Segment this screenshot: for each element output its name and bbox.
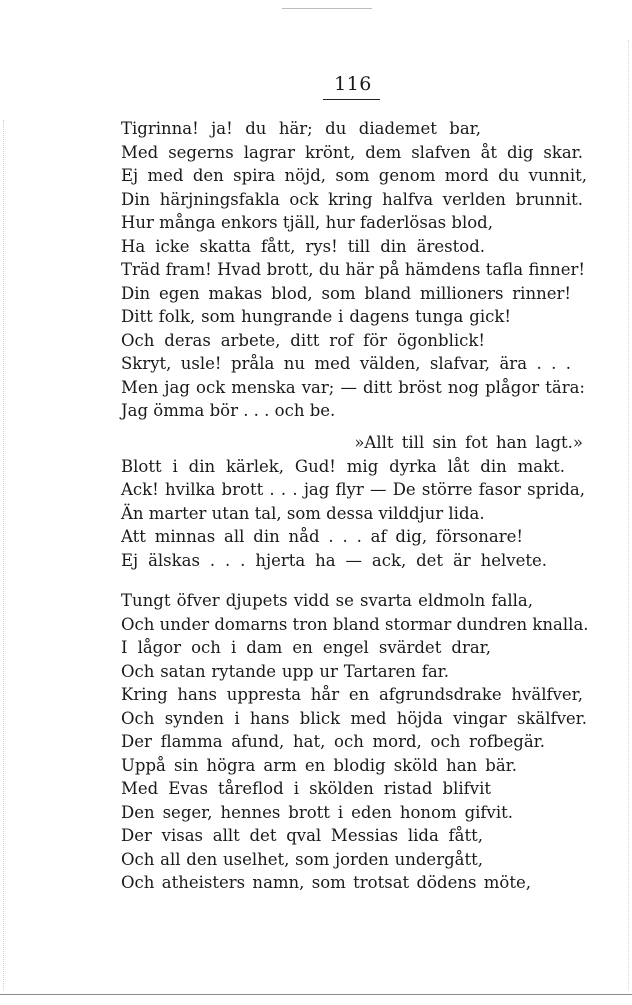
top-edge-rule xyxy=(282,8,372,9)
verse-line: Din härjningsfakla ock kring halfva verlden brunnit. xyxy=(121,189,583,209)
verse-line: Hur många enkors tjäll, hur faderlösas blod, xyxy=(121,213,493,232)
verse-line: Der flamma afund, hat, och mord, och rofbegär. xyxy=(121,732,545,751)
verse-line: Kring hans uppresta hår en afgrundsdrake hvälfver, xyxy=(121,685,583,704)
verse-line: Den seger, hennes brott i eden honom gifvit. xyxy=(121,802,513,822)
verse-line: Att minnas all din nåd . . . af dig, försonare! xyxy=(121,527,523,546)
verse-line: Uppå sin högra arm en blodig sköld han bär. xyxy=(121,755,517,775)
verse-line: Och under domarns tron bland stormar dundren knalla. xyxy=(121,614,589,634)
page-right-edge xyxy=(628,40,629,990)
verse-line: Din egen makas blod, som bland millioners rinner! xyxy=(121,283,571,303)
verse-line: Ej med den spira nöjd, som genom mord du vunnit, xyxy=(121,166,587,185)
verse-line: Jag ömma bör . . . och be. xyxy=(121,401,336,420)
verse-line: Med segerns lagrar krönt, dem slafven åt dig skar. xyxy=(121,142,583,162)
verse-line: Och satan rytande upp ur Tartaren far. xyxy=(121,661,449,681)
verse-line: Tigrinna! ja! du här; du diademet bar, xyxy=(121,119,481,138)
verse-line: Och synden i hans blick med höjda vingar skälfver. xyxy=(121,708,587,728)
verse-line: Ej älskas . . . hjerta ha — ack, det är helvete. xyxy=(121,550,547,570)
verse-line: Än marter utan tal, som dessa vilddjur lida. xyxy=(121,503,485,523)
verse-line: Ha icke skatta fått, rys! till din ärestod. xyxy=(121,236,485,256)
verse-line: Och all den uselhet, som jorden undergått, xyxy=(121,849,483,869)
verse-line: Ditt folk, som hungrande i dagens tunga gick! xyxy=(121,307,511,326)
verse-line: Blott i din kärlek, Gud! mig dyrka låt din makt. xyxy=(121,456,565,476)
bottom-edge-rule xyxy=(0,994,632,995)
verse-line: Och deras arbete, ditt rof för ögonblick! xyxy=(121,330,485,350)
verse-line: I lågor och i dam en engel svärdet drar, xyxy=(121,638,491,657)
verse-line: Med Evas tåreflod i skölden ristad blifvit xyxy=(121,779,491,798)
quoted-line: »Allt till sin fot han lagt.» xyxy=(354,433,583,452)
stanza-1 xyxy=(121,117,587,423)
verse-line: Och atheisters namn, som trotsat dödens möte, xyxy=(121,873,531,892)
verse-line: Träd fram! Hvad brott, du här på hämdens tafla finner! xyxy=(121,260,585,279)
verse-line: Der visas allt det qval Messias lida fått, xyxy=(121,826,483,845)
verse-line: Tungt öfver djupets vidd se svarta eldmoln falla, xyxy=(121,591,533,610)
stanza-2 xyxy=(121,431,587,572)
verse-line: Men jag ock menska var; — ditt bröst nog plågor tära: xyxy=(121,377,585,397)
stanza-3 xyxy=(121,589,587,895)
verse-line: Skryt, usle! pråla nu med välden, slafvar, ära . . . xyxy=(121,354,571,373)
page-number: 116 xyxy=(334,73,372,95)
page-number-underline xyxy=(323,99,380,100)
page-left-edge xyxy=(3,120,4,990)
verse-line: Ack! hvilka brott . . . jag flyr — De större fasor sprida, xyxy=(121,480,585,499)
